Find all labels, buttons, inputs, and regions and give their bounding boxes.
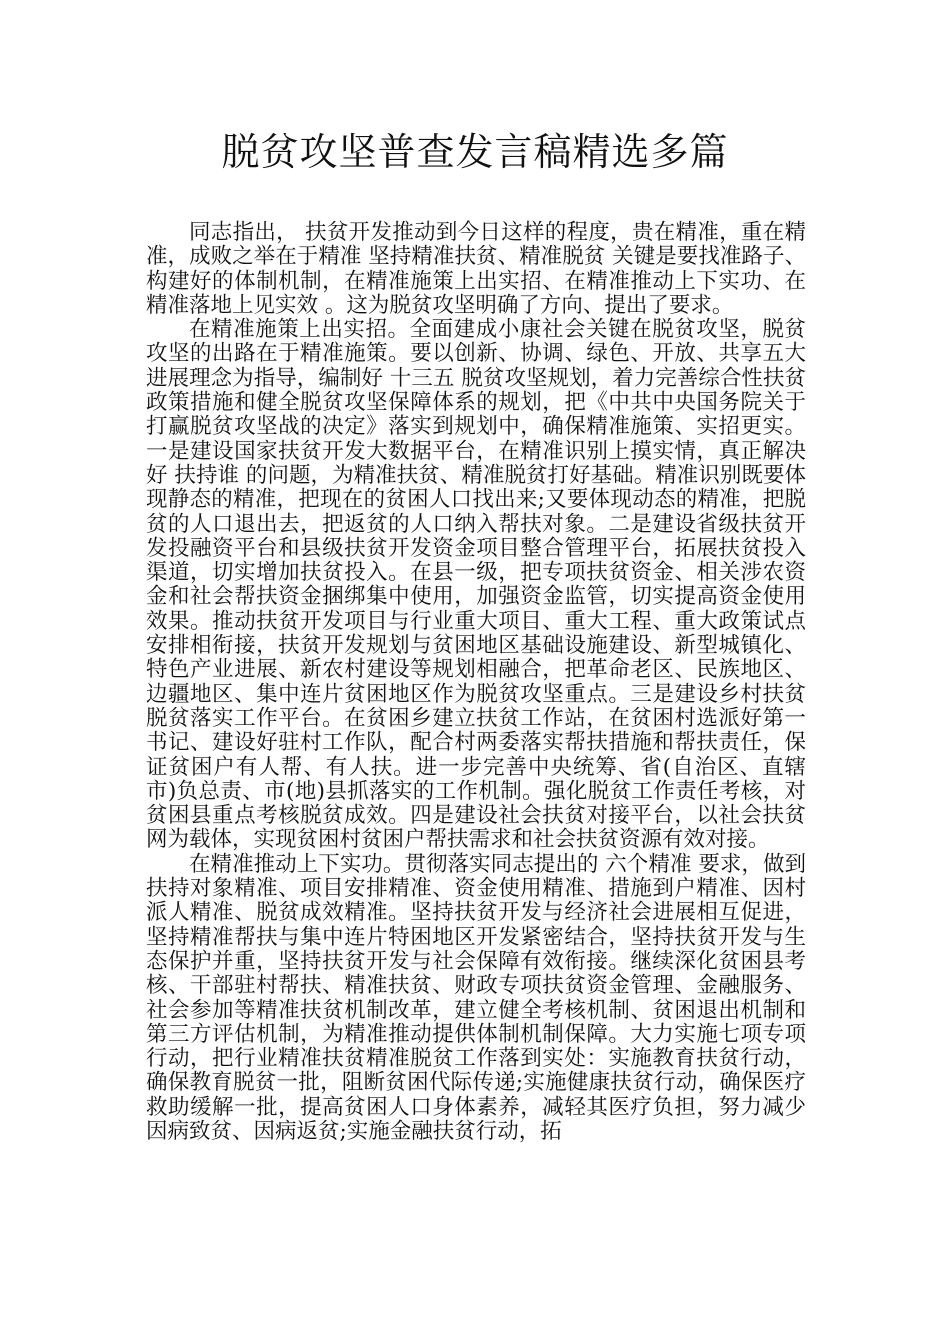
document-title: 脱贫攻坚普查发言稿精选多篇 xyxy=(221,130,729,174)
paragraph-precise-policy: 在精准施策上出实招。全面建成小康社会关键在脱贫攻坚，脱贫攻坚的出路在于精准施策。要以创新、协调、绿色、开放、共享五大进展理念为指导，编制好 十三五 脱贫攻坚规划，着力完善综合性扶贫政策措施和健全脱贫攻坚保障体系的规划，把《中共中央国务院关于打赢脱贫攻坚战的决定》落实到规划中，确保精准施策、实招更实。一是建设国家扶贫开发大数据平台，在精准识别上摸实情，真正解决好 扶持谁 的问题，为精准扶贫、精准脱贫打好基础。精准识别既要体现静态的精准，把现在的贫困人口找出来;又要体现动态的精准，把脱贫的人口退出去，把返贫的人口纳入帮扶对象。二是建设省级扶贫开发投融资平台和县级扶贫开发资金项目整合管理平台，拓展扶贫投入渠道，切实增加扶贫投入。在县一级，把专项扶贫资金、相关涉农资金和社会帮扶资金捆绑集中使用，加强资金监管，切实提高资金使用效果。推动扶贫开发项目与行业重大项目、重大工程、重大政策试点安排相衔接，扶贫开发规划与贫困地区基础设施建设、新型城镇化、特色产业进展、新农村建设等规划相融合，把革命老区、民族地区、边疆地区、集中连片贫困地区作为脱贫攻坚重点。三是建设乡村扶贫脱贫落实工作平台。在贫困乡建立扶贫工作站，在贫困村选派好第一书记、建设好驻村工作队，配合村两委落实帮扶措施和帮扶责任，保证贫困户有人帮、有人扶。进一步完善中央统筹、省(自治区、直辖市)负总责、市(地)县抓落实的工作机制。强化脱贫工作责任考核，对贫困县重点考核脱贫成效。四是建设社会扶贫对接平台，以社会扶贫网为载体，实现贫困村贫困户帮扶需求和社会扶贫资源有效对接。 xyxy=(146,317,806,853)
paragraph-precise-promotion: 在精准推动上下实功。贯彻落实同志提出的 六个精准 要求，做到扶持对象精准、项目安排精准、资金使用精准、措施到户精准、因村派人精准、脱贫成效精准。坚持扶贫开发与经济社会进展相互促进，坚持精准帮扶与集中连片特困地区开发紧密结合，坚持扶贫开发与生态保护并重，坚持扶贫开发与社会保障有效衔接。继续深化贫困县考核、干部驻村帮扶、精准扶贫、财政专项扶贫资金管理、金融服务、社会参加等精准扶贫机制改革，建立健全考核机制、贫困退出机制和第三方评估机制，为精准推动提供体制机制保障。大力实施七项专项行动，把行业精准扶贫精准脱贫工作落到实处：实施教育扶贫行动，确保教育脱贫一批，阻断贫困代际传递;实施健康扶贫行动，确保医疗救助缓解一批，提高贫困人口身体素养，减轻其医疗负担，努力减少因病致贫、因病返贫;实施金融扶贫行动，拓 xyxy=(146,851,806,1144)
paragraph-intro: 同志指出， 扶贫开发推动到今日这样的程度，贵在精准，重在精准，成败之举在于精准 坚持精准扶贫、精准脱贫 关键是要找准路子、构建好的体制机制，在精准施策上出实招、在精准推动上下实功、在精准落地上见实效 。这为脱贫攻坚明确了方向、提出了要求。 xyxy=(146,220,806,318)
document-body xyxy=(146,221,806,1144)
